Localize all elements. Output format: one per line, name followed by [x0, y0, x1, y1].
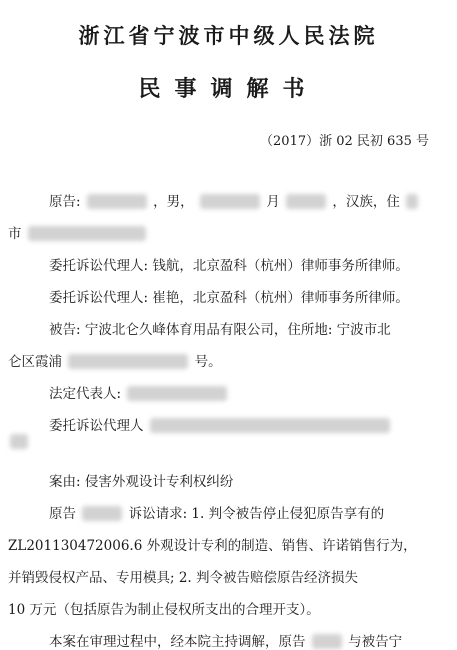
mediation-line	[49, 630, 402, 650]
claim-text: 诉讼请求: 1. 判令被告停止侵犯原告享有的	[128, 506, 385, 522]
mediation-end: 与被告宁	[348, 634, 403, 650]
agent-line-3	[49, 414, 392, 434]
document-title: 民事调解书	[138, 76, 319, 102]
redacted-birth-day	[286, 194, 326, 209]
redacted-agent3	[150, 418, 390, 433]
redacted-legal-rep	[127, 386, 227, 401]
plaintiff-line	[49, 190, 420, 210]
claim-line-4: 10 万元（包括原告为制止侵权所支出的合理开支）。	[8, 602, 320, 618]
court-name: 浙江省宁波市中级人民法院	[78, 23, 379, 48]
redacted-address	[28, 226, 146, 241]
claim-line-1	[49, 502, 384, 522]
claim-line-2: ZL201130472006.6 外观设计专利的制造、销售、许诺销售行为，	[8, 538, 417, 554]
agent3-label: 委托诉讼代理人	[49, 418, 144, 434]
redacted-address-start	[406, 194, 418, 209]
redacted-name	[87, 194, 147, 209]
plaintiff-month: 月	[266, 194, 280, 210]
agent3-continuation	[8, 434, 30, 450]
agent-line-2: 委托诉讼代理人: 崔艳，北京盈科（杭州）律师事务所律师。	[49, 290, 409, 306]
claim-prefix: 原告	[49, 506, 76, 522]
legal-rep-line	[49, 382, 229, 402]
redacted-defendant-address	[68, 354, 188, 369]
redacted-plaintiff-name-2	[312, 634, 342, 649]
plaintiff-label: 原告:	[49, 194, 81, 210]
agent-line-1: 委托诉讼代理人: 钱航，北京盈科（杭州）律师事务所律师。	[49, 258, 409, 274]
redacted-plaintiff-name	[82, 506, 122, 521]
defendant-line-2	[8, 350, 222, 370]
defendant-line-1: 被告: 宁波北仑久峰体育用品有限公司，住所地: 宁波市北	[49, 322, 391, 338]
defendant-address-start: 仑区霞浦	[8, 354, 62, 370]
mediation-start: 本案在审理过程中，经本院主持调解，原告	[49, 634, 306, 650]
plaintiff-ethnicity: ，汉族，住	[332, 194, 400, 210]
legal-rep-label: 法定代表人:	[49, 386, 122, 402]
case-cause: 案由: 侵害外观设计专利权纠纷	[49, 474, 234, 490]
plaintiff-sex: ，男，	[153, 194, 194, 210]
claim-line-3: 并销毁侵权产品、专用模具; 2. 判令被告赔偿原告经济损失	[8, 570, 359, 586]
case-number: （2017）浙 02 民初 635 号	[260, 134, 429, 149]
redacted-birth-year	[200, 194, 260, 209]
plaintiff-city: 市	[8, 226, 22, 242]
redacted-agent3-cont	[10, 434, 28, 449]
defendant-address-end: 号。	[194, 354, 222, 370]
plaintiff-address-line	[8, 222, 148, 242]
